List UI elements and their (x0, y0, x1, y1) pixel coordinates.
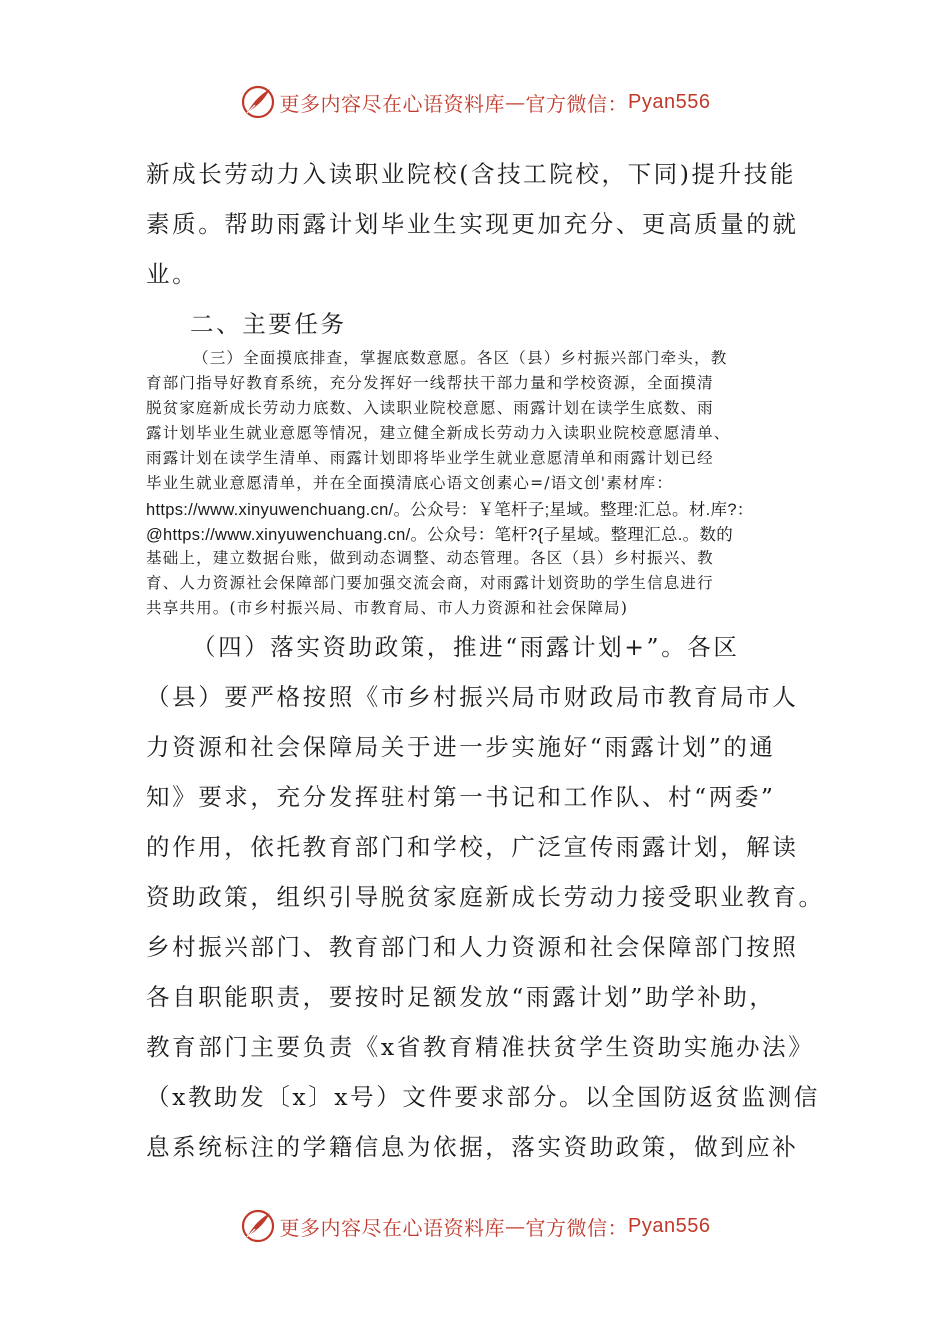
banner-slogan: 更多内容尽在心语资料库 (279, 91, 506, 116)
section-heading: 二、主要任务 (190, 310, 347, 338)
body-line: 力资源和社会保障局关于进一步实施好“雨露计划”的通 (146, 733, 776, 761)
body-line: 业。 (146, 260, 199, 288)
small-body-line: 露计划毕业生就业意愿等情况，建立健全新成长劳动力入读职业院校意愿清单、 (146, 424, 731, 442)
footer-banner (0, 1208, 950, 1244)
body-line: （四）落实资助政策，推进“雨露计划+”。各区 (192, 633, 740, 661)
banner-wechat-id: Pyan556 (628, 90, 711, 113)
small-body-line-url: @https://www.xinyuwenchuang.cn/。公众号：笔杆?{子星域。整理汇总.。数的 (146, 526, 734, 544)
body-line: 素质。帮助雨露计划毕业生实现更加充分、更高质量的就 (146, 210, 799, 238)
small-body-line-url: https://www.xinyuwenchuang.cn/。公众号：￥笔杆子;星域。整理:汇总。材.库?： (146, 501, 754, 519)
body-line: 新成长劳动力入读职业院校(含技工院校，下同)提升技能 (146, 160, 796, 188)
small-body-line: 共享共用。(市乡村振兴局、市教育局、市人力资源和社会保障局) (146, 599, 629, 617)
quill-pen-logo-icon (240, 84, 276, 120)
small-body-line: 毕业生就业意愿清单，并在全面摸清底心语文创素心=/语文创'素材库： (146, 474, 674, 492)
body-line: 知》要求，充分发挥驻村第一书记和工作队、村“两委” (146, 783, 776, 811)
body-line: 各自职能职责，要按时足额发放“雨露计划”助学补助， (146, 983, 776, 1011)
quill-pen-logo-icon (240, 1208, 276, 1244)
banner-dash: — (505, 1214, 526, 1238)
header-banner (0, 84, 950, 120)
body-line: 资助政策，组织引导脱贫家庭新成长劳动力接受职业教育。 (146, 883, 825, 911)
body-line: （县）要严格按照《市乡村振兴局市财政局市教育局市人 (146, 683, 799, 711)
body-line: 息系统标注的学籍信息为依据，落实资助政策，做到应补 (146, 1133, 799, 1161)
body-line: （x教助发〔x〕x号）文件要求部分。以全国防返贫监测信 (146, 1083, 820, 1111)
small-body-line: （三）全面摸底排查，掌握底数意愿。各区（县）乡村振兴部门牵头，教 (193, 349, 728, 367)
small-body-line: 育、人力资源社会保障部门要加强交流会商，对雨露计划资助的学生信息进行 (146, 574, 714, 592)
banner-wechat-id: Pyan556 (628, 1214, 711, 1237)
small-body-line: 雨露计划在读学生清单、雨露计划即将毕业学生就业意愿清单和雨露计划已经 (146, 449, 714, 467)
body-line: 教育部门主要负责《x省教育精准扶贫学生资助实施办法》 (146, 1033, 815, 1061)
banner-wechat-label: 官方微信： (525, 1215, 629, 1240)
banner-dash: — (505, 90, 526, 114)
small-body-line: 基础上，建立数据台账，做到动态调整、动态管理。各区（县）乡村振兴、教 (146, 549, 714, 567)
body-line: 的作用，依托教育部门和学校，广泛宣传雨露计划，解读 (146, 833, 799, 861)
small-body-line: 育部门指导好教育系统，充分发挥好一线帮扶干部力量和学校资源，全面摸清 (146, 374, 714, 392)
banner-slogan: 更多内容尽在心语资料库 (279, 1215, 506, 1240)
banner-wechat-label: 官方微信： (525, 91, 629, 116)
small-body-line: 脱贫家庭新成长劳动力底数、入读职业院校意愿、雨露计划在读学生底数、雨 (146, 399, 714, 417)
body-line: 乡村振兴部门、教育部门和人力资源和社会保障部门按照 (146, 933, 799, 961)
